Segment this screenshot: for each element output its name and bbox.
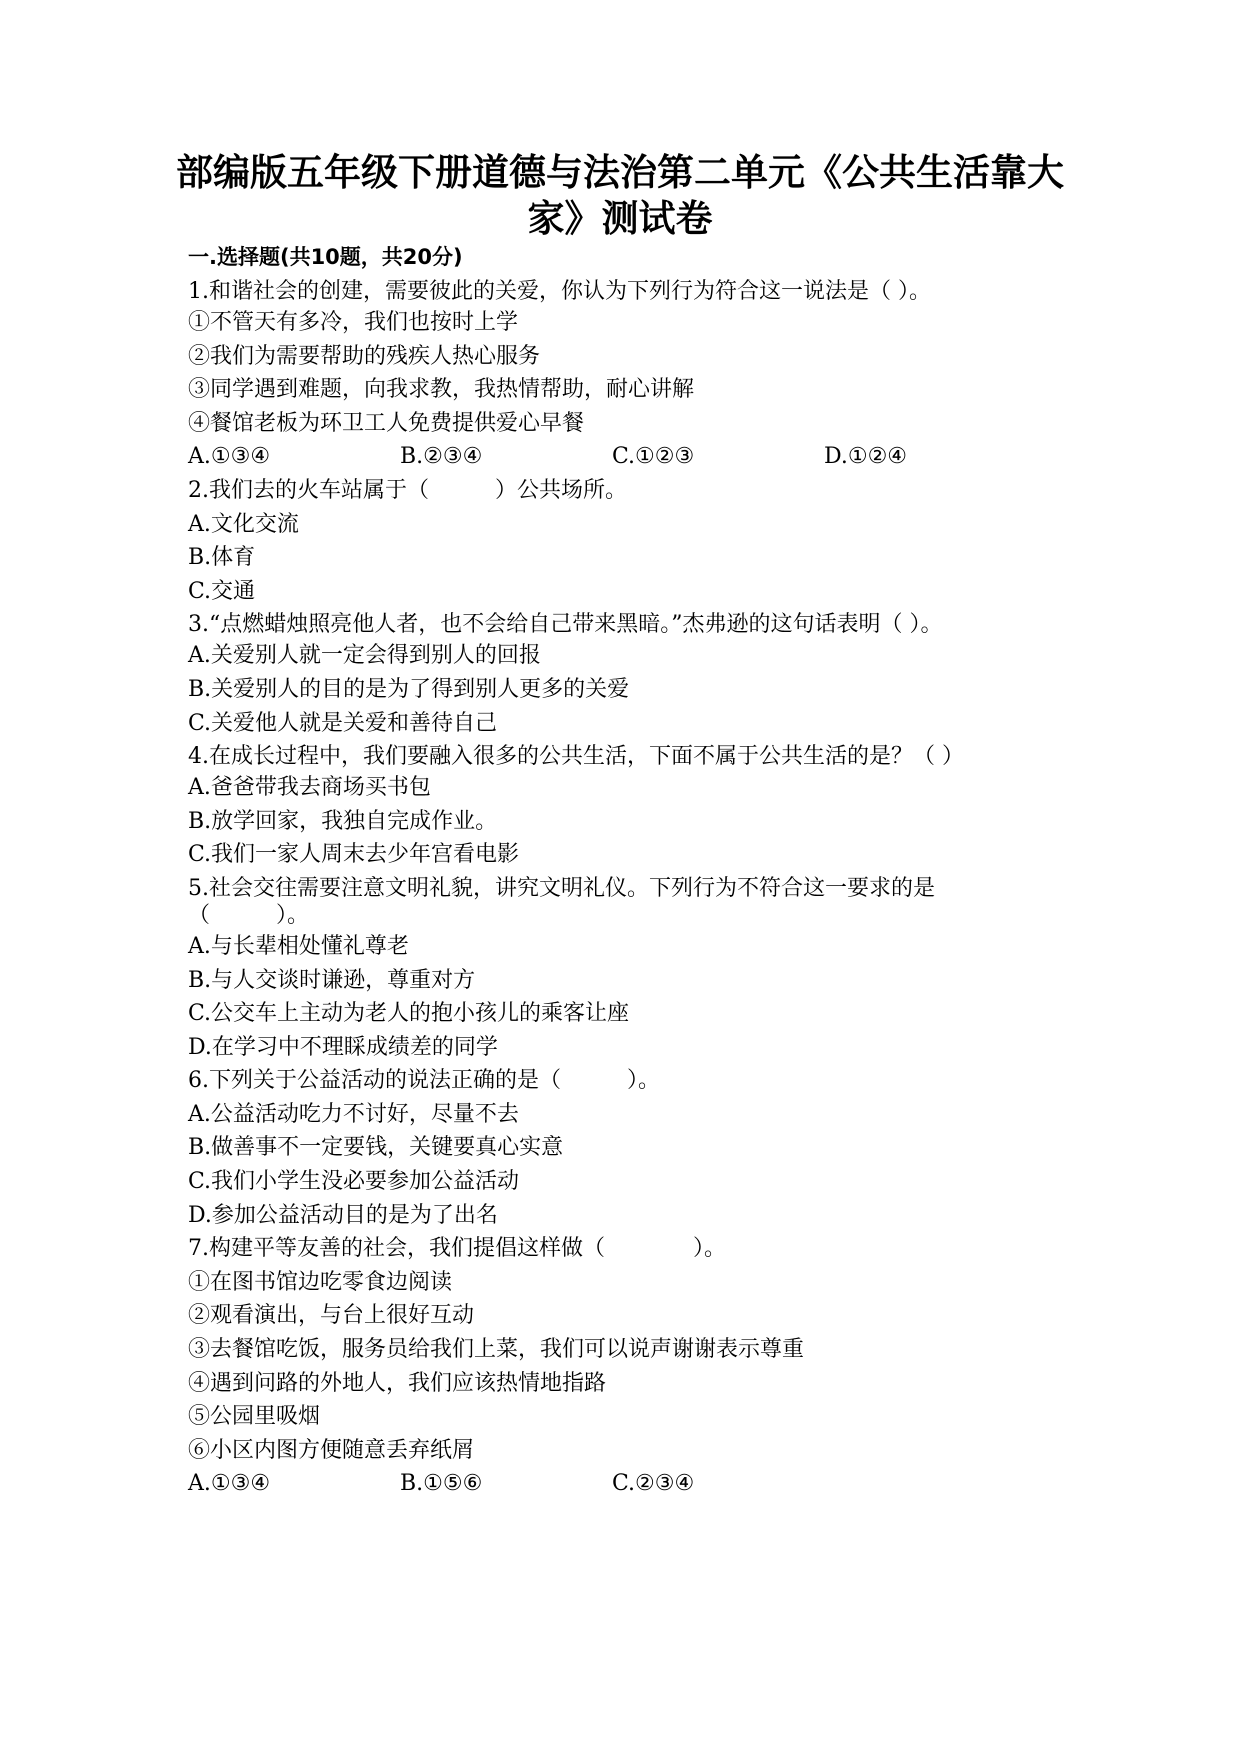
question-5-option-a: A.与长辈相处懂礼尊老 bbox=[188, 933, 409, 959]
question-5 bbox=[188, 872, 1048, 1064]
question-3-option-b: B.关爱别人的目的是为了得到别人更多的关爱 bbox=[188, 676, 630, 702]
question-1-item-3: ③同学遇到难题，向我求教，我热情帮助，耐心讲解 bbox=[188, 377, 695, 403]
page-title: 部编版五年级下册道德与法治第二单元《公共生活靠大家》测试卷 bbox=[176, 151, 1064, 240]
question-3-stem: 3.“点燃蜡烛照亮他人者，也不会给自己带来黑暗。”杰弗逊的这句话表明（ ）。 bbox=[188, 612, 943, 638]
question-7-stem: 7.构建平等友善的社会，我们提倡这样做（ ）。 bbox=[188, 1236, 726, 1262]
question-7-choice-b: B.①⑤⑥ bbox=[400, 1471, 483, 1497]
question-4-option-c: C.我们一家人周末去少年宫看电影 bbox=[188, 842, 520, 868]
question-2-stem: 2.我们去的火车站属于（ ）公共场所。 bbox=[188, 477, 627, 503]
question-3 bbox=[188, 608, 1048, 740]
question-5-option-b: B.与人交谈时谦逊，尊重对方 bbox=[188, 967, 476, 993]
question-1-choices bbox=[188, 440, 1048, 474]
question-1-choice-d: D.①②④ bbox=[824, 444, 908, 470]
question-5-option-d: D.在学习中不理睬成绩差的同学 bbox=[188, 1034, 498, 1060]
question-2 bbox=[188, 474, 1048, 608]
question-1-stem: 1.和谐社会的创建，需要彼此的关爱，你认为下列行为符合这一说法是（ ）。 bbox=[188, 279, 931, 304]
section-heading: 一.选择题(共10题，共20分) bbox=[188, 245, 463, 269]
question-3-option-c: C.关爱他人就是关爱和善待自己 bbox=[188, 710, 498, 736]
question-7-item-6: ⑥小区内图方便随意丢弃纸屑 bbox=[188, 1437, 475, 1463]
question-6-option-c: C.我们小学生没必要参加公益活动 bbox=[188, 1169, 520, 1195]
question-4-stem: 4.在成长过程中，我们要融入很多的公共生活，下面不属于公共生活的是？（ ） bbox=[188, 744, 964, 770]
question-4-option-a: A.爸爸带我去商场买书包 bbox=[188, 775, 431, 801]
question-1-choice-a: A.①③④ bbox=[188, 444, 271, 470]
question-5-stem: 5.社会交往需要注意文明礼貌，讲究文明礼仪。下列行为不符合这一要求的是（ ）。 bbox=[188, 875, 935, 928]
question-6-option-a: A.公益活动吃力不讨好，尽量不去 bbox=[188, 1101, 519, 1127]
question-1-choice-b: B.②③④ bbox=[400, 444, 483, 470]
question-7 bbox=[188, 1232, 1048, 1501]
question-7-choice-a: A.①③④ bbox=[188, 1471, 271, 1497]
question-7-item-4: ④遇到问路的外地人，我们应该热情地指路 bbox=[188, 1370, 607, 1396]
question-1-choice-c: C.①②③ bbox=[612, 444, 695, 470]
question-1-item-1: ①不管天有多冷，我们也按时上学 bbox=[188, 310, 519, 335]
question-1 bbox=[188, 275, 1048, 474]
question-2-option-a: A.文化交流 bbox=[188, 511, 299, 537]
question-1-item-2: ②我们为需要帮助的残疾人热心服务 bbox=[188, 343, 541, 369]
question-2-option-c: C.交通 bbox=[188, 578, 256, 604]
question-1-item-4: ④餐馆老板为环卫工人免费提供爱心早餐 bbox=[188, 410, 585, 436]
question-7-item-2: ②观看演出，与台上很好互动 bbox=[188, 1303, 475, 1329]
question-3-option-a: A.关爱别人就一定会得到别人的回报 bbox=[188, 643, 541, 669]
question-6 bbox=[188, 1064, 1048, 1232]
question-list bbox=[188, 275, 1048, 1501]
question-7-choices bbox=[188, 1467, 1048, 1501]
question-2-option-b: B.体育 bbox=[188, 545, 256, 571]
question-6-option-b: B.做善事不一定要钱，关键要真心实意 bbox=[188, 1135, 564, 1161]
question-7-item-3: ③去餐馆吃饭，服务员给我们上菜，我们可以说声谢谢表示尊重 bbox=[188, 1337, 805, 1363]
question-6-stem: 6.下列关于公益活动的说法正确的是（ ）。 bbox=[188, 1068, 660, 1094]
question-4 bbox=[188, 740, 1048, 872]
question-7-item-1: ①在图书馆边吃零食边阅读 bbox=[188, 1269, 453, 1295]
question-6-option-d: D.参加公益活动目的是为了出名 bbox=[188, 1202, 498, 1228]
question-4-option-b: B.放学回家，我独自完成作业。 bbox=[188, 808, 498, 834]
question-5-option-c: C.公交车上主动为老人的抱小孩儿的乘客让座 bbox=[188, 1001, 630, 1027]
question-7-choice-c: C.②③④ bbox=[612, 1471, 695, 1497]
question-7-item-5: ⑤公园里吸烟 bbox=[188, 1404, 321, 1430]
